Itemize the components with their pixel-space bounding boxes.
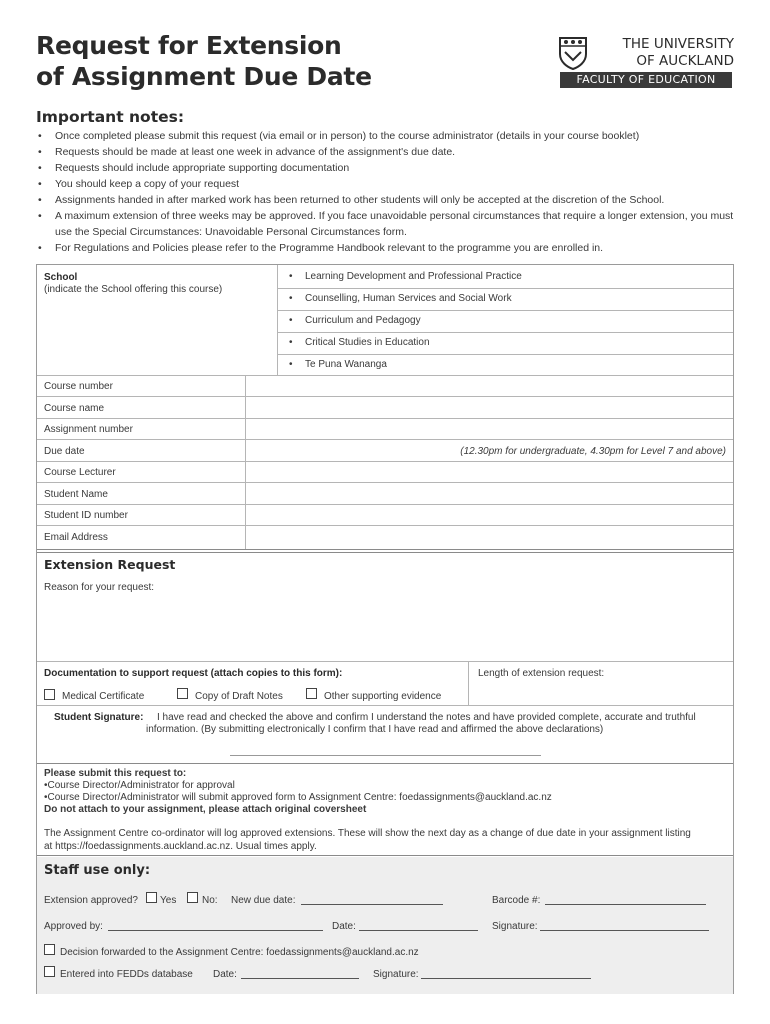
school-option-label: Counselling, Human Services and Social Work — [305, 293, 512, 304]
extension-heading: Extension Request — [44, 557, 176, 572]
course-lecturer-label: Course Lecturer — [44, 467, 116, 478]
approved-by-label: Approved by: — [44, 921, 103, 932]
length-label: Length of extension request: — [478, 668, 605, 679]
divider — [37, 855, 733, 856]
due-date-note: (12.30pm for undergraduate, 4.30pm for Level 7 and above) — [460, 446, 726, 457]
divider — [37, 525, 733, 526]
school-option-4[interactable] — [283, 332, 430, 354]
school-option-label: Curriculum and Pedagogy — [305, 315, 421, 326]
new-due-date-field[interactable] — [301, 904, 443, 905]
date-field-2[interactable] — [241, 978, 359, 979]
decision-forwarded-label: Decision forwarded to the Assignment Centre: foedassignments@auckland.ac.nz — [60, 947, 419, 958]
request-form — [36, 264, 734, 994]
divider — [37, 418, 733, 419]
notes-heading: Important notes: — [36, 108, 185, 126]
school-option-2[interactable] — [283, 288, 512, 310]
documentation-label: Documentation to support request (attach copies to this form): — [44, 668, 343, 679]
reason-label: Reason for your request: — [44, 582, 155, 593]
school-option-bullet: • — [289, 315, 293, 326]
school-hint: (indicate the School offering this course) — [44, 284, 223, 295]
entered-fedds-checkbox[interactable] — [44, 966, 55, 977]
barcode-field[interactable] — [545, 904, 706, 905]
signature-label: Signature: — [492, 921, 538, 932]
fields-divider — [245, 375, 246, 550]
divider — [37, 396, 733, 397]
divider — [37, 504, 733, 505]
note-item: • Once completed please submit this request (via email or in person) to the course administrator (details in your course booklet) — [36, 128, 736, 144]
school-option-bullet: • — [289, 271, 293, 282]
medical-certificate-label: Medical Certificate — [62, 691, 145, 702]
signature-field-2[interactable] — [421, 978, 591, 979]
divider — [37, 461, 733, 462]
school-option-3[interactable] — [283, 310, 421, 332]
draft-notes-label: Copy of Draft Notes — [195, 691, 283, 702]
divider — [468, 661, 469, 705]
note-item: • Requests should include appropriate supporting documentation — [36, 160, 736, 176]
note-item: • For Regulations and Policies please refer to the Programme Handbook relevant to the programme you are enrolled in. — [36, 240, 736, 256]
divider — [37, 763, 733, 764]
note-item: • Requests should be made at least one week in advance of the assignment's due date. — [36, 144, 736, 160]
student-signature-label: Student Signature: — [54, 712, 144, 723]
divider — [37, 705, 733, 706]
date-label: Date: — [332, 921, 356, 932]
signature-label-2: Signature: — [373, 969, 419, 980]
school-option-1[interactable] — [283, 266, 522, 288]
divider — [37, 661, 733, 662]
approved-yes-checkbox[interactable] — [146, 892, 157, 903]
signature-declaration-1: I have read and checked the above and confirm I understand the notes and have provided complete, accurate and truthful — [157, 712, 696, 723]
medical-certificate-checkbox[interactable] — [44, 689, 55, 700]
school-option-label: Learning Development and Professional Practice — [305, 271, 522, 282]
draft-notes-checkbox[interactable] — [177, 688, 188, 699]
submit-info-1: The Assignment Centre co-ordinator will log approved extensions. These will show the next day as a change of due date in your assignment listing — [44, 828, 691, 839]
divider — [37, 375, 733, 376]
staff-heading: Staff use only: — [44, 863, 151, 878]
title-line-2: of Assignment Due Date — [36, 62, 372, 91]
decision-forwarded-checkbox[interactable] — [44, 944, 55, 955]
approved-by-field[interactable] — [108, 930, 323, 931]
school-label: School — [44, 272, 78, 283]
signature-declaration-2: information. (By submitting electronically I confirm that I have read and affirmed the above declarations) — [146, 724, 604, 735]
submit-warning: Do not attach to your assignment, please attach original coversheet — [44, 804, 367, 815]
divider — [37, 552, 733, 553]
approved-no-label: No: — [202, 895, 218, 906]
university-name-line-1: THE UNIVERSITY — [622, 36, 734, 52]
entered-fedds-label: Entered into FEDDs database — [60, 969, 193, 980]
note-item: • Assignments handed in after marked work has been returned to other students will only be accepted at the discretion of the School. — [36, 192, 736, 208]
title-line-1: Request for Extension — [36, 31, 342, 60]
approved-yes-label: Yes — [160, 895, 177, 906]
course-name-label: Course name — [44, 403, 105, 414]
submit-line-2: •Course Director/Administrator will submit approved form to Assignment Centre: foedassignments@auckland.ac.nz — [44, 792, 552, 803]
student-id-label: Student ID number — [44, 510, 128, 521]
submit-line-1: •Course Director/Administrator for approval — [44, 780, 235, 791]
new-due-date-label: New due date: — [231, 895, 296, 906]
note-item: • You should keep a copy of your request — [36, 176, 736, 192]
date-field[interactable] — [359, 930, 478, 931]
school-option-label: Critical Studies in Education — [305, 337, 430, 348]
student-name-label: Student Name — [44, 489, 108, 500]
school-option-bullet: • — [289, 293, 293, 304]
university-name — [594, 36, 734, 70]
notes-list — [36, 128, 736, 256]
signature-field[interactable] — [540, 930, 709, 931]
school-divider — [277, 265, 278, 375]
other-evidence-checkbox[interactable] — [306, 688, 317, 699]
school-option-bullet: • — [289, 359, 293, 370]
university-name-line-2: OF AUCKLAND — [636, 53, 734, 69]
extension-approved-label: Extension approved? — [44, 895, 138, 906]
other-evidence-label: Other supporting evidence — [324, 691, 442, 702]
submit-info-2: at https://foedassignments.auckland.ac.nz. Usual times apply. — [44, 841, 317, 852]
note-item: • A maximum extension of three weeks may be approved. If you face unavoidable personal circumstances that require a longer extension, you must use the Special Circumstances: Unavoidable Personal Circumstances form. — [36, 208, 736, 240]
staff-use-section — [37, 857, 733, 994]
due-date-label: Due date — [44, 446, 85, 457]
divider — [37, 439, 733, 440]
approved-no-checkbox[interactable] — [187, 892, 198, 903]
school-option-5[interactable] — [283, 354, 387, 376]
divider — [37, 482, 733, 483]
university-logo — [558, 36, 734, 90]
divider — [37, 549, 733, 550]
crest-icon — [558, 36, 588, 70]
email-address-label: Email Address — [44, 532, 108, 543]
faculty-name: FACULTY OF EDUCATION — [560, 72, 732, 88]
school-option-bullet: • — [289, 337, 293, 348]
page-title — [36, 30, 372, 92]
date-label-2: Date: — [213, 969, 237, 980]
signature-line[interactable] — [230, 755, 541, 756]
course-number-label: Course number — [44, 381, 113, 392]
school-option-label: Te Puna Wananga — [305, 359, 387, 370]
submit-heading: Please submit this request to: — [44, 768, 187, 779]
assignment-number-label: Assignment number — [44, 424, 133, 435]
barcode-label: Barcode #: — [492, 895, 541, 906]
